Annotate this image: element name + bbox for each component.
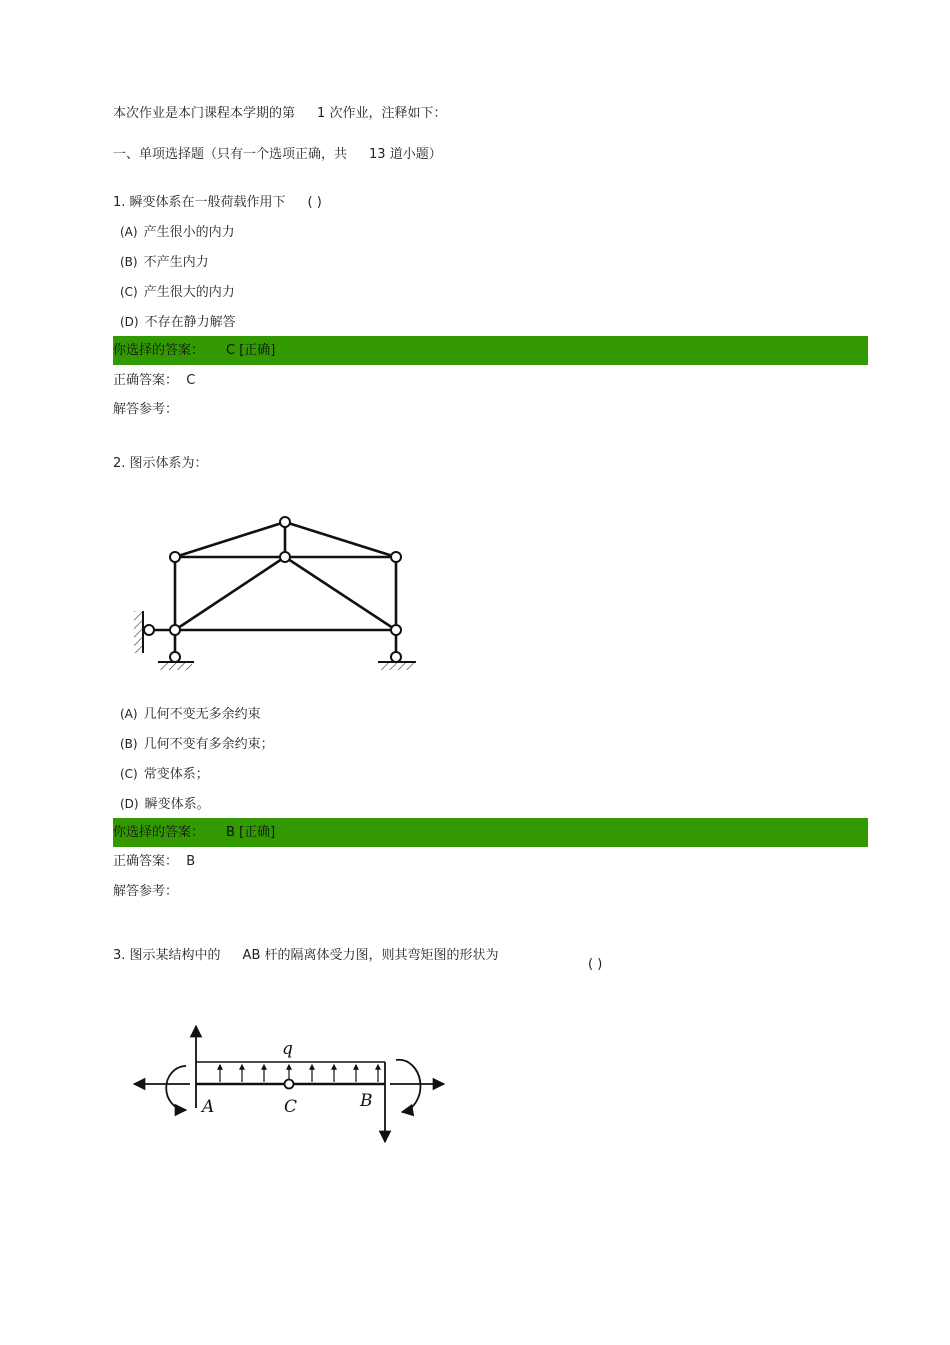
question-2-correct-answer: 正确答案： B	[113, 854, 196, 869]
question-2-truss-figure	[130, 505, 430, 680]
question-1-chosen-answer-bar: 你选择的答案： C [正确]	[113, 336, 868, 365]
question-2-option-b[interactable]: (B) 几何不变有多余约束；	[120, 737, 274, 752]
question-1-option-d[interactable]: (D) 不存在静力解答	[120, 315, 236, 330]
label-a: A	[202, 1097, 215, 1117]
question-3-stem: 3. 图示某结构中的 AB 杆的隔离体受力图，则其弯矩图的形状为	[113, 948, 499, 963]
question-3-paren: ( )	[588, 957, 603, 972]
question-2-answer-reference: 解答参考：	[113, 884, 179, 899]
question-2-chosen-answer-bar: 你选择的答案： B [正确]	[113, 818, 868, 847]
section-title: 一、单项选择题（只有一个选项正确，共 13 道小题）	[113, 147, 442, 162]
question-3-free-body-diagram	[128, 1020, 458, 1150]
question-1-stem: 1. 瞬变体系在一般荷载作用下 ( )	[113, 195, 322, 210]
label-c: C	[284, 1097, 298, 1117]
question-2-option-c[interactable]: (C) 常变体系；	[120, 767, 209, 782]
question-2-stem: 2. 图示体系为：	[113, 456, 208, 471]
question-1-option-b[interactable]: (B) 不产生内力	[120, 255, 209, 270]
question-1-correct-answer: 正确答案： C	[113, 373, 196, 388]
assignment-intro: 本次作业是本门课程本学期的第 1 次作业，注释如下：	[113, 106, 447, 121]
label-q: q	[282, 1039, 293, 1059]
question-1-option-c[interactable]: (C) 产生很大的内力	[120, 285, 235, 300]
question-2-option-d[interactable]: (D) 瞬变体系。	[120, 797, 210, 812]
question-1-option-a[interactable]: (A) 产生很小的内力	[120, 225, 235, 240]
question-1-answer-reference: 解答参考：	[113, 402, 179, 417]
label-b: B	[360, 1091, 373, 1111]
question-2-option-a[interactable]: (A) 几何不变无多余约束	[120, 707, 261, 722]
